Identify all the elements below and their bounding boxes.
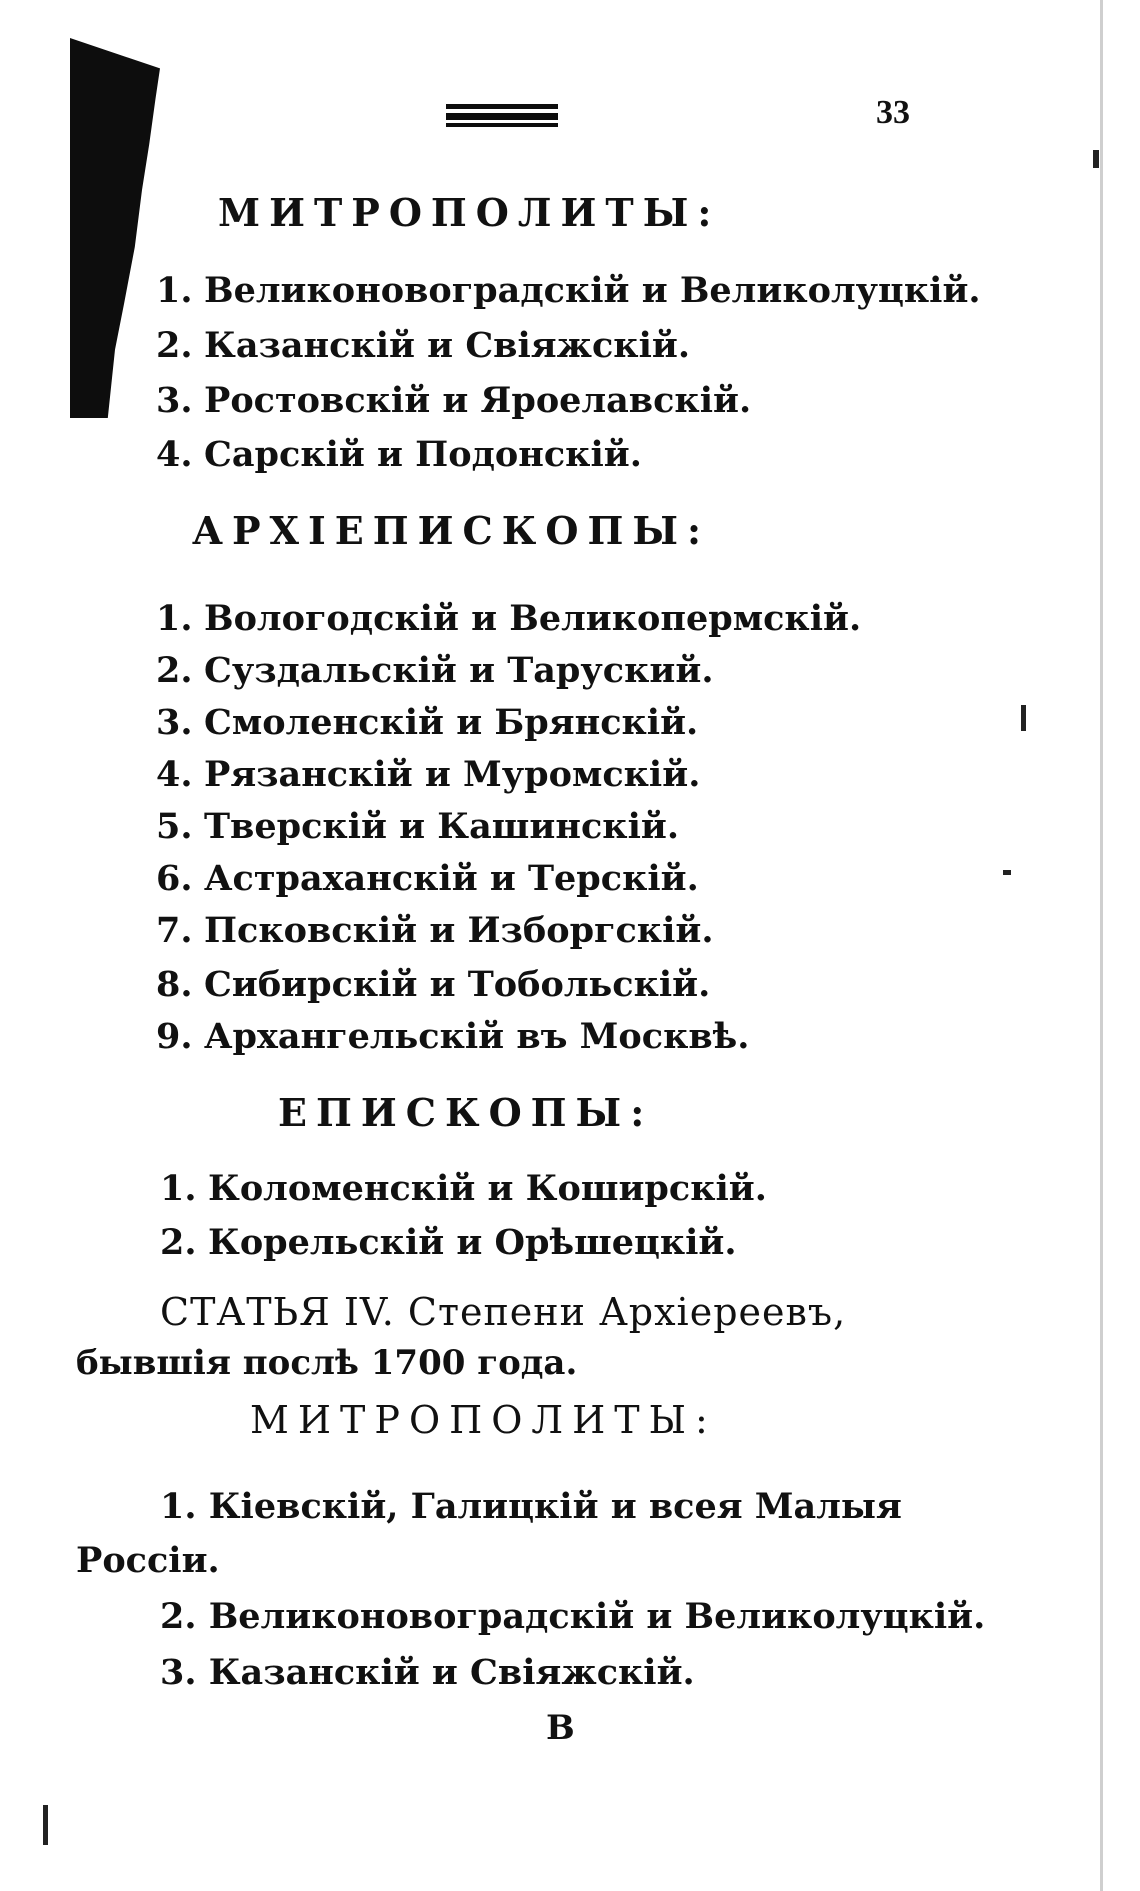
list-item <box>156 650 714 691</box>
section-heading-archbishops: АРХІЕПИСКОПЫ: <box>192 508 711 553</box>
item-number: 1. <box>156 270 193 311</box>
item-number: 2. <box>156 325 193 366</box>
scan-speck <box>1021 705 1026 731</box>
page-number: 33 <box>876 94 910 131</box>
list-item <box>156 702 698 743</box>
item-text: Суздальскій и Таруский. <box>204 650 714 691</box>
item-text: Астраханскій и Терскій. <box>204 858 699 899</box>
item-number: 2. <box>160 1222 197 1263</box>
item-text: Сарскій и Подонскій. <box>204 434 642 475</box>
article-heading-text: СТАТЬЯ IV. Степени Архіереевъ, <box>160 1290 847 1334</box>
section-heading-metropolitans: МИТРОПОЛИТЫ: <box>218 190 721 235</box>
header-ornament-rule <box>446 104 558 128</box>
item-number: 8. <box>156 964 193 1005</box>
item-text: Великоновоградскій и Великолуцкій. <box>204 270 981 311</box>
list-item <box>156 380 751 421</box>
item-number: 3. <box>156 702 193 743</box>
scan-dark-margin <box>70 38 160 418</box>
list-item <box>156 910 714 951</box>
list-item <box>160 1222 737 1263</box>
list-item <box>156 1016 749 1057</box>
item-number: 9. <box>156 1016 193 1057</box>
article-heading-line <box>160 1290 846 1334</box>
item-text: Псковскій и Изборгскій. <box>204 910 714 951</box>
scan-speck <box>43 1805 48 1845</box>
list-item: 1. Кіевскій, Галицкій и всея Малыя <box>160 1486 902 1527</box>
item-text: Тверскій и Кашинскій. <box>204 806 680 847</box>
list-item <box>156 325 690 366</box>
section-heading-bishops: ЕПИСКОПЫ: <box>278 1090 654 1135</box>
item-number: 5. <box>156 806 193 847</box>
item-text: Вологодскій и Великопермскій. <box>204 598 862 639</box>
item-text: Ростовскій и Яроелавскій. <box>204 380 752 421</box>
item-text: Смоленскій и Брянскій. <box>204 702 699 743</box>
section-heading-metropolitans-after-1700: МИТРОПОЛИТЫ: <box>250 1398 717 1442</box>
scan-speck <box>1003 870 1011 875</box>
item-text: Сибирскій и Тобольскій. <box>204 964 711 1005</box>
item-number: 4. <box>156 434 193 475</box>
item-text: Казанскій и Свіяжскій. <box>204 325 691 366</box>
list-item <box>156 806 679 847</box>
list-item: 3. Казанскій и Свіяжскій. <box>160 1652 695 1693</box>
item-text: Коломенскій и Коширскій. <box>208 1168 767 1209</box>
item-text: Рязанскій и Муромскій. <box>204 754 701 795</box>
item-text: Архангельскій въ Москвѣ. <box>204 1016 750 1057</box>
item-number: 6. <box>156 858 193 899</box>
item-number: 2. <box>156 650 193 691</box>
list-item-continuation: Россіи. <box>76 1540 220 1581</box>
list-item <box>156 858 699 899</box>
item-number: 3. <box>156 380 193 421</box>
item-number: 4. <box>156 754 193 795</box>
list-item <box>156 964 710 1005</box>
signature-mark: В <box>546 1708 575 1748</box>
item-number: 7. <box>156 910 193 951</box>
item-number: 1. <box>160 1168 197 1209</box>
item-number: 1. <box>156 598 193 639</box>
list-item: 2. Великоновоградскій и Великолуцкій. <box>160 1596 986 1637</box>
list-item <box>156 598 861 639</box>
scan-speck <box>1093 150 1099 168</box>
list-item <box>160 1168 767 1209</box>
list-item <box>156 434 642 475</box>
list-item <box>156 270 981 311</box>
article-heading-line-2: бывшія послѣ 1700 года. <box>76 1343 578 1383</box>
list-item <box>156 754 700 795</box>
item-text: Корельскій и Орѣшецкій. <box>208 1222 737 1263</box>
scan-edge-line <box>1100 0 1103 1891</box>
